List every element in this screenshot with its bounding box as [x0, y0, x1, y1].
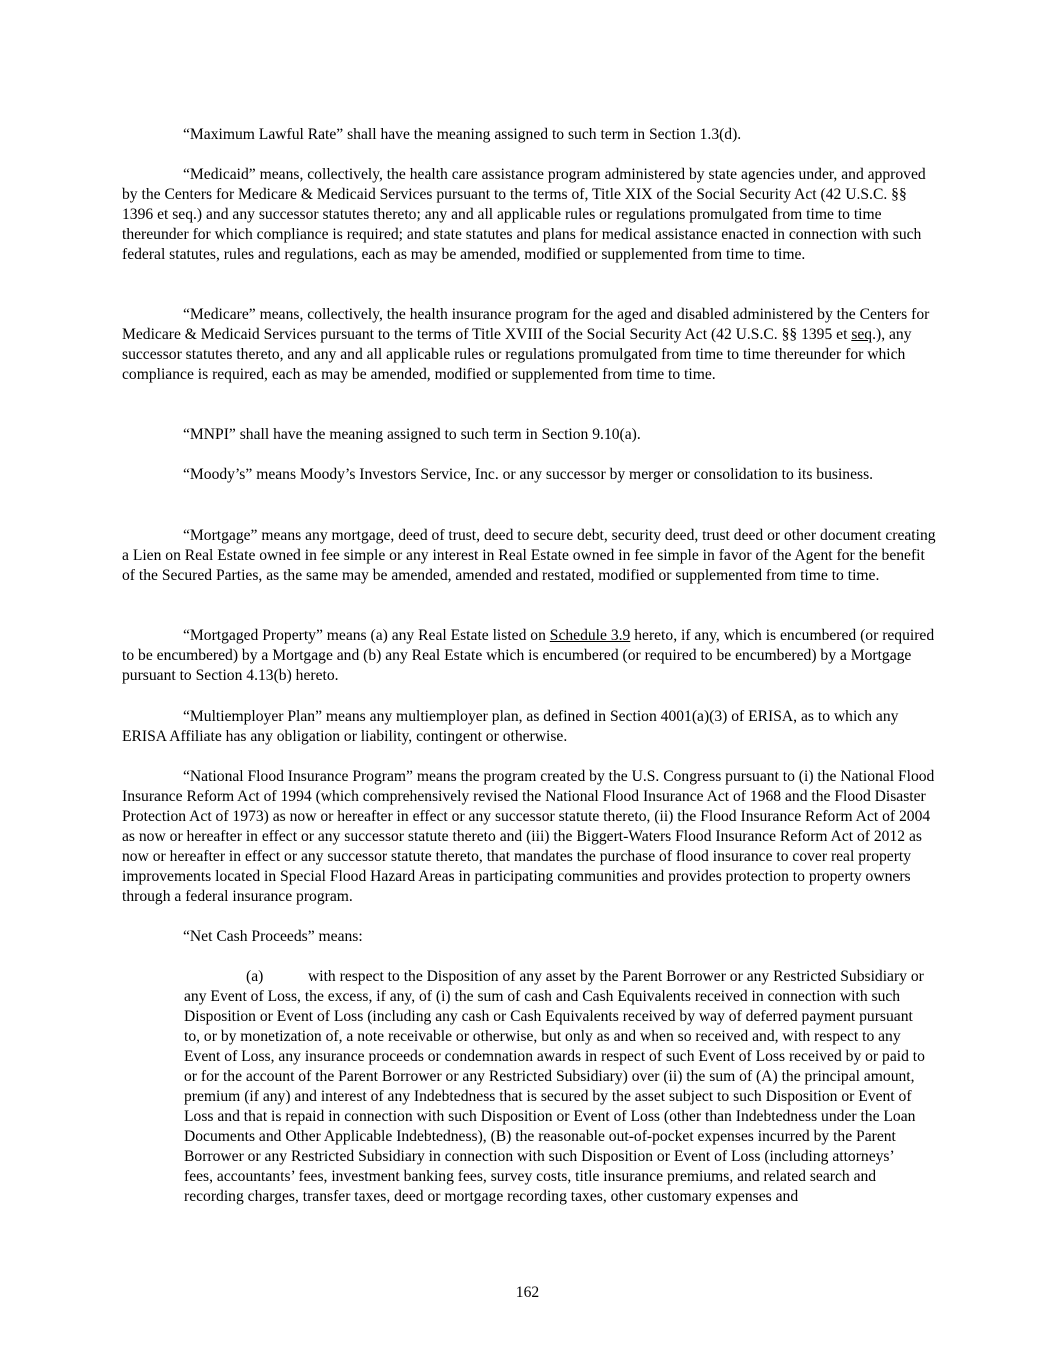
- schedule-reference: Schedule 3.9: [549, 627, 631, 644]
- underlined-seq: seq: [851, 326, 873, 343]
- definition-multiemployer-plan: “Multiemployer Plan” means any multiemployer plan, as defined in Section 4001(a)(3) of ERISA, as to which any ERISA Affiliate has any obligation or liability, contingent or otherwise.: [122, 708, 899, 745]
- definition-national-flood-insurance-program: “National Flood Insurance Program” means the program created by the U.S. Congress pursuant to (i) the National Flood Insurance Reform Act of 1994 (which comprehensively revised the National Flood Insurance Act of 1968 and the Flood Disaster Protection Act of 1973) as now or hereafter in effect or any successor statute thereto, (ii) the Flood Insurance Reform Act of 2004 as now or hereafter in effect or any successor statute thereto and (iii) the Biggert-Waters Flood Insurance Reform Act of 2012 as now or hereafter in effect or any successor statute thereto, that mandates the purchase of flood insurance to cover real property improvements located in Special Flood Hazard Areas in participating communities and provides protection to property owners through a federal insurance program.: [122, 768, 935, 905]
- definition-mnpi: “MNPI” shall have the meaning assigned to such term in Section 9.10(a).: [183, 426, 641, 443]
- clause-label: (a): [246, 968, 264, 985]
- definition-mortgaged-property: “Mortgaged Property” means (a) any Real Estate listed on Schedule 3.9 hereto, if any, which is encumbered (or required to be encumbered) by a Mortgage and (b) any Real Estate which is encumbered (or required to be encumbered) by a Mortgage pursuant to Section 4.13(b) hereto.: [122, 627, 935, 684]
- page-number: 162: [515, 1284, 540, 1301]
- definition-medicare: “Medicare” means, collectively, the health insurance program for the aged and disabled administered by the Centers for Medicare & Medicaid Services pursuant to the terms of Title XVIII of the Social Security Act (42 U.S.C. §§ 1395 et seq.), any successor statutes thereto, and any and all applicable rules or regulations promulgated from time to time thereunder for which compliance is required, each as may be amended, modified or supplemented from time to time.: [122, 306, 930, 383]
- definition-moodys: “Moody’s” means Moody’s Investors Service, Inc. or any successor by merger or consolidation to its business.: [183, 466, 874, 483]
- definition-maximum-lawful-rate: “Maximum Lawful Rate” shall have the meaning assigned to such term in Section 1.3(d).: [183, 126, 742, 143]
- definition-mortgage: “Mortgage” means any mortgage, deed of trust, deed to secure debt, security deed, trust deed or other document creating a Lien on Real Estate owned in fee simple or any interest in Real Estate owned in fee simple in favor of the Agent for the benefit of the Secured Parties, as the same may be amended, amended and restated, modified or supplemented from time to time.: [122, 527, 936, 584]
- definition-net-cash-proceeds: “Net Cash Proceeds” means:: [183, 928, 363, 945]
- definition-medicaid: “Medicaid” means, collectively, the health care assistance program administered by state agencies under, and approved by the Centers for Medicare & Medicaid Services pursuant to the terms of, Title XIX of the Social Security Act (42 U.S.C. §§ 1396 et seq.) and any successor statutes thereto; any and all applicable rules or regulations promulgated from time to time thereunder for which compliance is required; and state statutes and plans for medical assistance enacted in connection with such federal statutes, rules and regulations, each as may be amended, modified or supplemented from time to time.: [122, 166, 926, 263]
- net-cash-proceeds-clause-a: (a) with respect to the Disposition of any asset by the Parent Borrower or any Restricted Subsidiary or any Event of Loss, the excess, if any, of (i) the sum of cash and Cash Equivalents received in connection with such Disposition or Event of Loss (including any cash or Cash Equivalents received by way of deferred payment pursuant to, or by monetization of, a note receivable or otherwise, but only as and when so received and, with respect to any Event of Loss, any insurance proceeds or condemnation awards in respect of such Event of Loss received by or paid to or for the account of the Parent Borrower or any Restricted Subsidiary) over (ii) the sum of (A) the principal amount, premium (if any) and interest of any Indebtedness that is secured by the asset subject to such Disposition or Event of Loss and that is repaid in connection with such Disposition or Event of Loss (other than Indebtedness under the Loan Documents and Other Applicable Indebtedness), (B) the reasonable out-of-pocket expenses incurred by the Parent Borrower or any Restricted Subsidiary in connection with such Disposition or Event of Loss (including attorneys’ fees, accountants’ fees, investment banking fees, survey costs, title insurance premiums, and related search and recording charges, transfer taxes, deed or mortgage recording taxes, other customary expenses and: [184, 968, 925, 1205]
